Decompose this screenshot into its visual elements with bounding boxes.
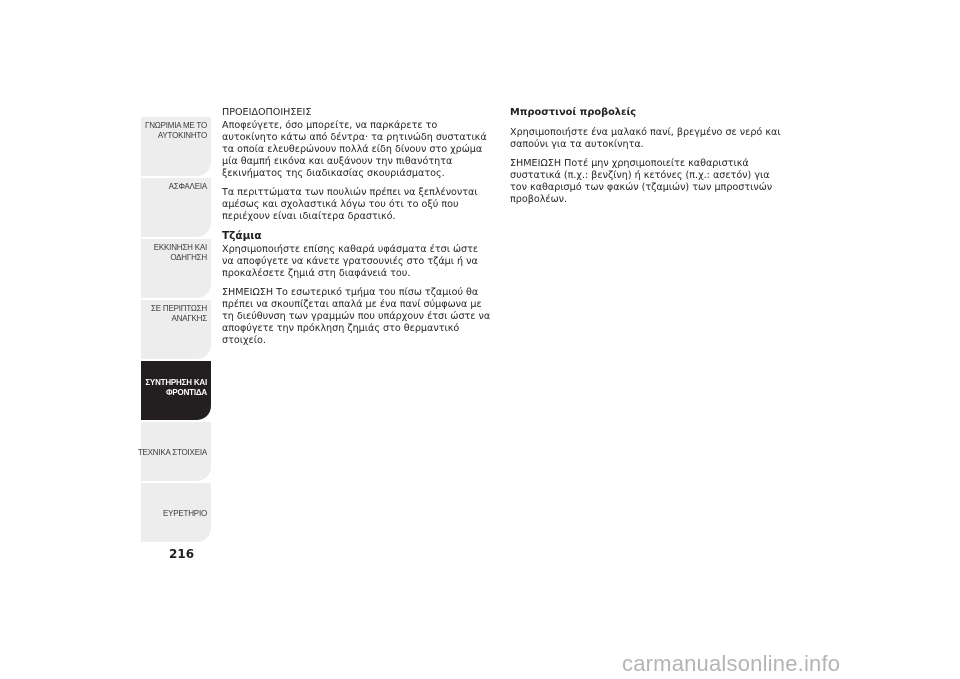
tab-label-line2: ΟΔΗΓΗΣΗ	[170, 253, 207, 262]
tab-getting-to-know-car[interactable]	[141, 117, 211, 176]
body-paragraph: Χρησιμοποιήστε επίσης καθαρά υφάσματα έτσι ώστε να αποφύγετε να κάνετε γρατσουνιές στο τζάμι ή να προκαλέσετε ζημιά στη διαφάνειά του.	[222, 244, 479, 279]
note-paragraph: ΣΗΜΕΙΩΣΗ Ποτέ μην χρησιμοποιείτε καθαριστικά συστατικά (π.χ.: βενζίνη) ή κετόνες (π.χ.: ασετόν) για τον καθαρισμό των φακών (τζαμιών) των μπροστινών προβολέων.	[510, 158, 773, 205]
page-number: 216	[169, 547, 195, 561]
right-column	[510, 107, 785, 213]
warning-paragraph: Αποφεύγετε, όσο μπορείτε, να παρκάρετε το αυτοκίνητο κάτω από δέντρα· τα ρητινώδη συστατικά τα οποία ελευθερώνουν πολλά είδη δίνουν στο χρώμα μία θαμπή εικόνα και αυξάνουν την πιθανότητα ξεκινήματος της διαδικασίας σκουριάσματος.	[222, 120, 487, 179]
section-heading-glass: Τζάμια	[222, 230, 262, 242]
tab-label-line1: ΤΕΧΝΙΚΑ ΣΤΟΙΧΕΙΑ	[137, 448, 207, 457]
warning-paragraph: Τα περιττώματα των πουλιών πρέπει να ξεπλένονται αμέσως και σχολαστικά λόγω του ότι το οξύ που περιέχουν είναι ιδιαίτερα δραστικό.	[222, 187, 478, 222]
tab-emergency[interactable]	[141, 300, 211, 359]
left-column	[222, 107, 492, 354]
tab-label-line1: ΕΚΚΙΝΗΣΗ ΚΑΙ	[153, 243, 207, 252]
tab-label-line1: ΣΥΝΤΗΡΗΣΗ ΚΑΙ	[145, 378, 207, 387]
tab-starting-driving[interactable]	[141, 239, 211, 298]
tab-label-line2: ΑΝΑΓΚΗΣ	[171, 314, 207, 323]
warning-heading: ΠΡΟΕΙΔΟΠΟΙΗΣΕΙΣ	[222, 107, 312, 118]
tab-label-line2: ΑΥΤΟΚΙΝΗΤΟ	[157, 131, 207, 140]
section-heading-headlights: Μπροστινοί προβολείς	[510, 107, 637, 118]
tab-label-line1: ΣΕ ΠΕΡΙΠΤΩΣΗ	[151, 304, 207, 313]
tab-label-line2: ΦΡΟΝΤΙΔΑ	[166, 388, 207, 397]
tab-safety[interactable]	[141, 178, 211, 237]
tab-index[interactable]	[141, 483, 211, 542]
tab-label-line1: ΓΝΩΡΙΜΙΑ ΜΕ ΤΟ	[145, 121, 207, 130]
tab-technical-data[interactable]	[137, 422, 211, 481]
tab-label-line1: ΑΣΦΑΛΕΙΑ	[168, 182, 207, 191]
body-paragraph: Χρησιμοποιήστε ένα μαλακό πανί, βρεγμένο σε νερό και σαπούνι για τα αυτοκίνητα.	[510, 127, 781, 150]
tab-maintenance-care[interactable]	[141, 361, 211, 420]
watermark: carmanualsonline.info	[622, 651, 841, 676]
note-paragraph: ΣΗΜΕΙΩΣΗ Το εσωτερικό τμήμα του πίσω τζαμιού θα πρέπει να σκουπίζεται απαλά με ένα πανί σύμφωνα με τη διεύθυνση των γραμμών που υπάρχουν έτσι ώστε να αποφύγετε την πρόκληση ζημιάς στο θερμαντικό στοιχείο.	[222, 287, 491, 346]
tab-label-line1: ΕΥΡΕΤΗΡΙΟ	[163, 509, 207, 518]
